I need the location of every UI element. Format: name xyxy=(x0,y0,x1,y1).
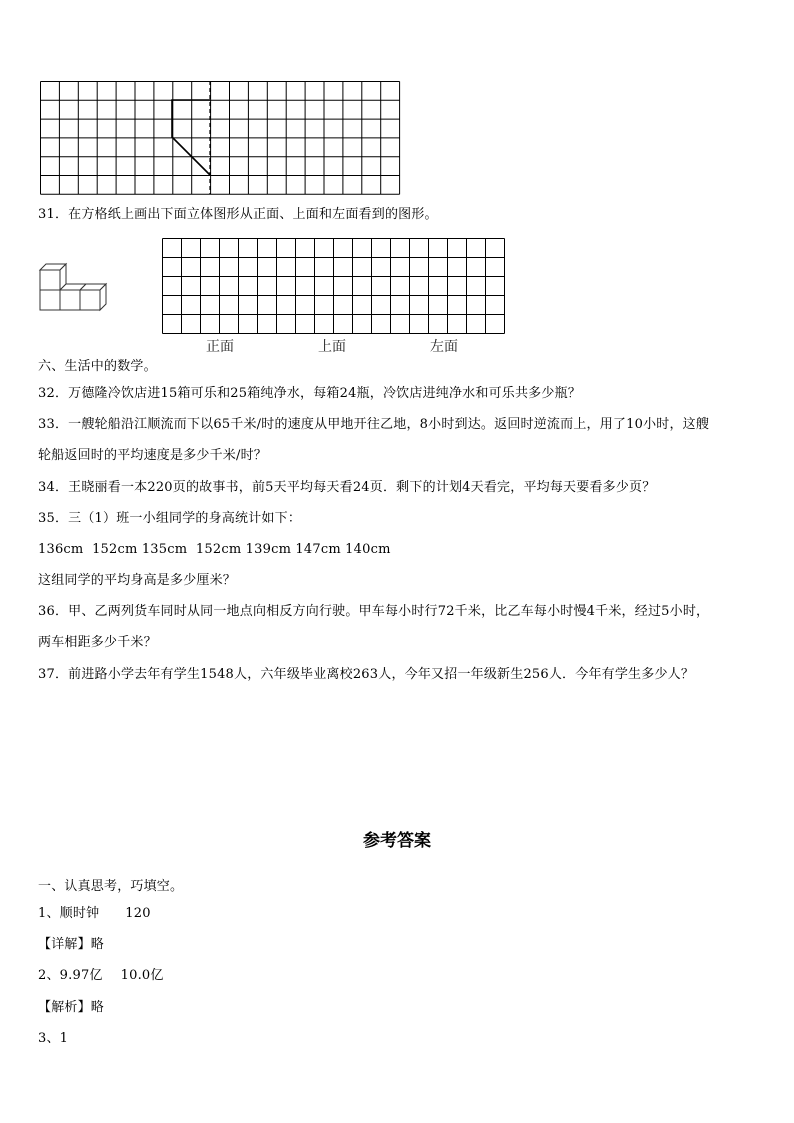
question-35-line1: 35．三（1）班一小组同学的身高统计如下： xyxy=(38,511,302,526)
answer-1-note: 【详解】略 xyxy=(38,937,105,952)
question-37: 37．前进路小学去年有学生1548人，六年级毕业离校263人，今年又招一年级新生256人．今年有学生多少人？ xyxy=(38,667,695,682)
answers-title: 参考答案 xyxy=(363,831,431,851)
question-31: 31．在方格纸上画出下面立体图形从正面、上面和左面看到的图形。 xyxy=(38,207,438,222)
answer-1 xyxy=(38,905,764,923)
question-36-line1: 36．甲、乙两列货车同时从同一地点向相反方向行驶。甲车每小时行72千米，比乙车每小时慢4千米，经过5小时， xyxy=(38,604,710,619)
question-33-line2: 轮船返回时的平均速度是多少千米/时？ xyxy=(38,448,267,463)
views-grid xyxy=(162,238,506,334)
answer-3: 3、1 xyxy=(38,1031,69,1046)
answer-2 xyxy=(38,967,764,985)
answers-section-1: 一、认真思考，巧填空。 xyxy=(38,879,184,894)
section-6-heading: 六、生活中的数学。 xyxy=(38,359,157,374)
answer-2-value: 10.0亿 xyxy=(120,968,164,983)
top-grid-figure xyxy=(40,81,401,195)
question-32: 32．万德隆冷饮店进15箱可乐和25箱纯净水，每箱24瓶，冷饮店进纯净水和可乐共多少瓶？ xyxy=(38,386,581,401)
answer-2-text: 2、9.97亿 xyxy=(38,968,103,983)
view-label-top: 上面 xyxy=(318,339,346,355)
cube-solid-figure xyxy=(36,260,112,318)
question-36-line2: 两车相距多少千米？ xyxy=(38,635,157,650)
question-34: 34．王晓丽看一本220页的故事书，前5天平均每天看24页．剩下的计划4天看完，平均每天要看多少页？ xyxy=(38,480,656,495)
answer-1-value: 120 xyxy=(125,906,151,921)
answer-2-note: 【解析】略 xyxy=(38,1000,105,1015)
question-35-heights: 136cm 152cm 135cm 152cm 139cm 147cm 140cm xyxy=(38,542,391,557)
view-label-left: 左面 xyxy=(430,339,458,355)
answer-1-text: 1、顺时钟 xyxy=(38,906,100,921)
question-35-line3: 这组同学的平均身高是多少厘米？ xyxy=(38,573,237,588)
view-label-front: 正面 xyxy=(206,339,234,355)
question-33-line1: 33．一艘轮船沿江顺流而下以65千米/时的速度从甲地开往乙地，8小时到达。返回时逆流而上，用了10小时，这艘 xyxy=(38,417,710,432)
